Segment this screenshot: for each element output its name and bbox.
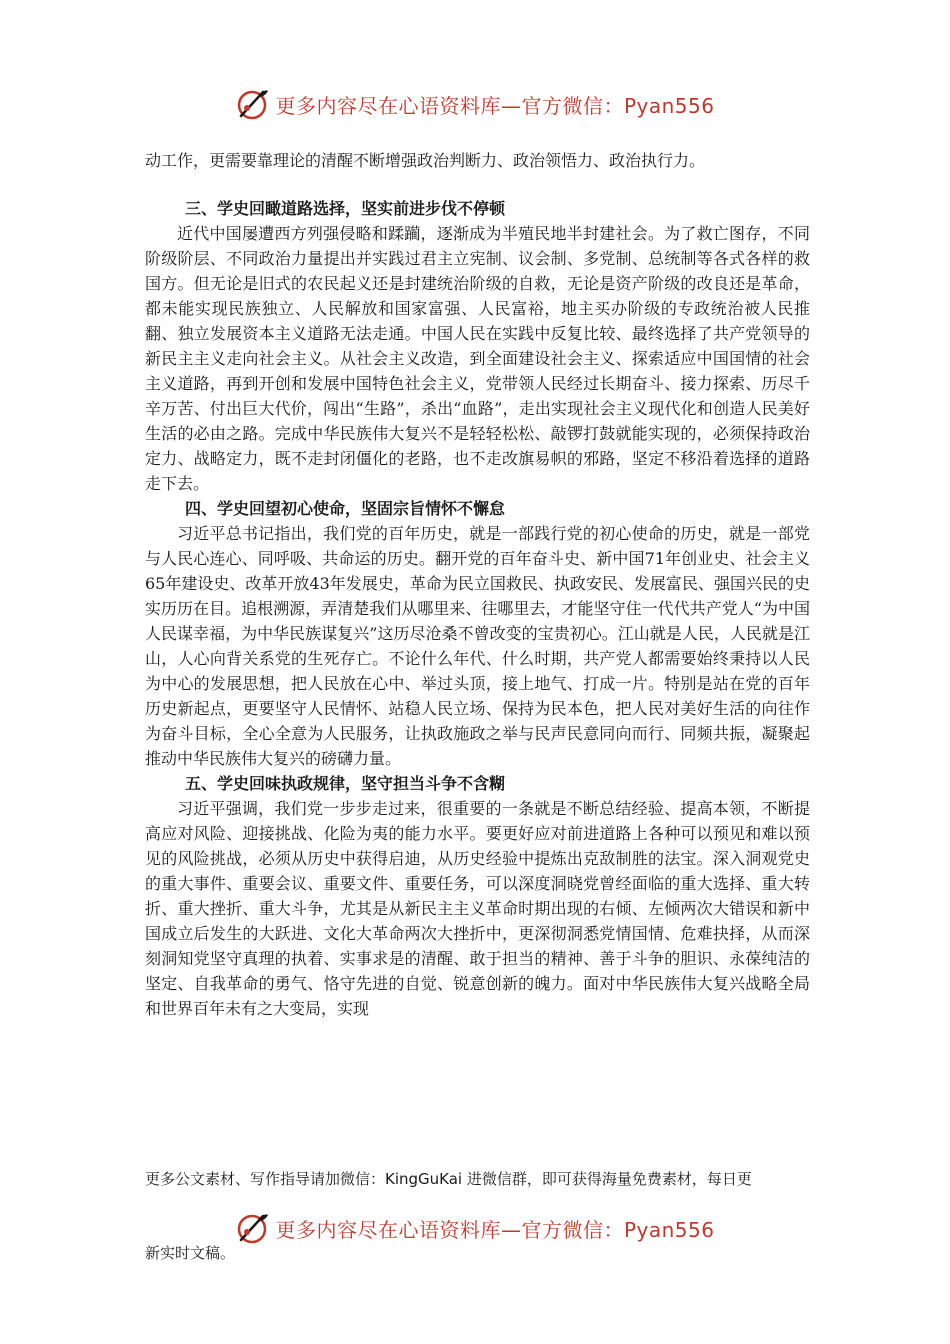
brush-logo-icon <box>235 1210 271 1246</box>
section-5-paragraph: 习近平强调，我们党一步步走过来，很重要的一条就是不断总结经验、提高本领，不断提高应对风险、迎接挑战、化险为夷的能力水平。要更好应对前进道路上各种可以预见和难以预见的风险挑战，必须从历史中获得启迪，从历史经验中提炼出克敌制胜的法宝。深入洞观党史的重大事件、重要会议、重要文件、重要任务，可以深度洞晓党曾经面临的重大选择、重大转折、重大挫折、重大斗争，尤其是从新民主主义革命时期出现的右倾、左倾两次大错误和新中国成立后发生的大跃进、文化大革命两次大挫折中，更深彻洞悉党情国情、危难抉择，从而深刻洞知党坚守真理的执着、实事求是的清醒、敢于担当的精神、善于斗争的胆识、永葆纯洁的坚定、自我革命的勇气、恪守先进的自觉、锐意创新的魄力。面对中华民族伟大复兴战略全局和世界百年未有之大变局，实现 <box>145 799 810 1018</box>
section-3-paragraph: 近代中国屡遭西方列强侵略和蹂躏，逐渐成为半殖民地半封建社会。为了救亡图存，不同阶级阶层、不同政治力量提出并实践过君主立宪制、议会制、多党制、总统制等各式各样的救国方。但无论是旧式的农民起义还是封建统治阶级的自救，无论是资产阶级的改良还是革命，都未能实现民族独立、人民解放和国家富强、人民富裕，地主买办阶级的专政统治被人民推翻、独立发展资本主义道路无法走通。中国人民在实践中反复比较、最终选择了共产党领导的新民主主义走向社会主义。从社会主义改造，到全面建设社会主义、探索适应中国国情的社会主义道路，再到开创和发展中国特色社会主义，党带领人民经过长期奋斗、接力探索、历尽千辛万苦、付出巨大代价，闯出“生路”，杀出“血路”，走出实现社会主义现代化和创造人民美好生活的必由之路。完成中华民族伟大复兴不是轻轻松松、敲锣打鼓就能实现的，必须保持政治定力、战略定力，既不走封闭僵化的老路，也不走改旗易帜的邪路，坚定不移沿着选择的道路走下去。 <box>145 224 810 493</box>
footer-promo-line: 更多公文素材、写作指导请加微信：KingGuKai 进微信群，即可获得海量免费素材，每日更 <box>145 1170 752 1188</box>
brush-logo-icon <box>235 86 271 122</box>
footer-banner <box>0 1208 950 1248</box>
document-body <box>145 148 810 1021</box>
footer-promo-line-continued: 新实时文稿。 <box>145 1244 236 1262</box>
continuation-paragraph: 动工作，更需要靠理论的清醒不断增强政治判断力、政治领悟力、政治执行力。 <box>145 151 706 170</box>
section-4-heading: 四、学史回望初心使命，坚固宗旨情怀不懈怠 <box>185 499 506 518</box>
banner-text: 更多内容尽在心语资料库—官方微信：Pyan556 <box>275 1217 715 1242</box>
section-4-paragraph: 习近平总书记指出，我们党的百年历史，就是一部践行党的初心使命的历史，就是一部党与人民心连心、同呼吸、共命运的历史。翻开党的百年奋斗史、新中国71年创业史、社会主义65年建设史、改革开放43年发展史，革命为民立国救民、执政安民、发展富民、强国兴民的史实历历在目。追根溯源，弄清楚我们从哪里来、往哪里去，才能坚守住一代代共产党人“为中国人民谋幸福，为中华民族谋复兴”这历尽沧桑不曾改变的宝贵初心。江山就是人民，人民就是江山，人心向背关系党的生死存亡。不论什么年代、什么时期，共产党人都需要始终秉持以人民为中心的发展思想，把人民放在心中、举过头顶，接上地气、打成一片。特别是站在党的百年历史新起点，更要坚守人民情怀、站稳人民立场、保持为民本色，把人民对美好生活的向往作为奋斗目标，全心全意为人民服务，让执政施政之举与民声民意同向而行、同频共振，凝聚起推动中华民族伟大复兴的磅礴力量。 <box>145 524 810 768</box>
section-3-heading: 三、学史回瞰道路选择，坚实前进步伐不停顿 <box>185 199 506 218</box>
section-5-heading: 五、学史回味执政规律，坚守担当斗争不含糊 <box>185 774 506 793</box>
banner-text: 更多内容尽在心语资料库—官方微信：Pyan556 <box>275 93 715 118</box>
header-banner <box>0 84 950 124</box>
